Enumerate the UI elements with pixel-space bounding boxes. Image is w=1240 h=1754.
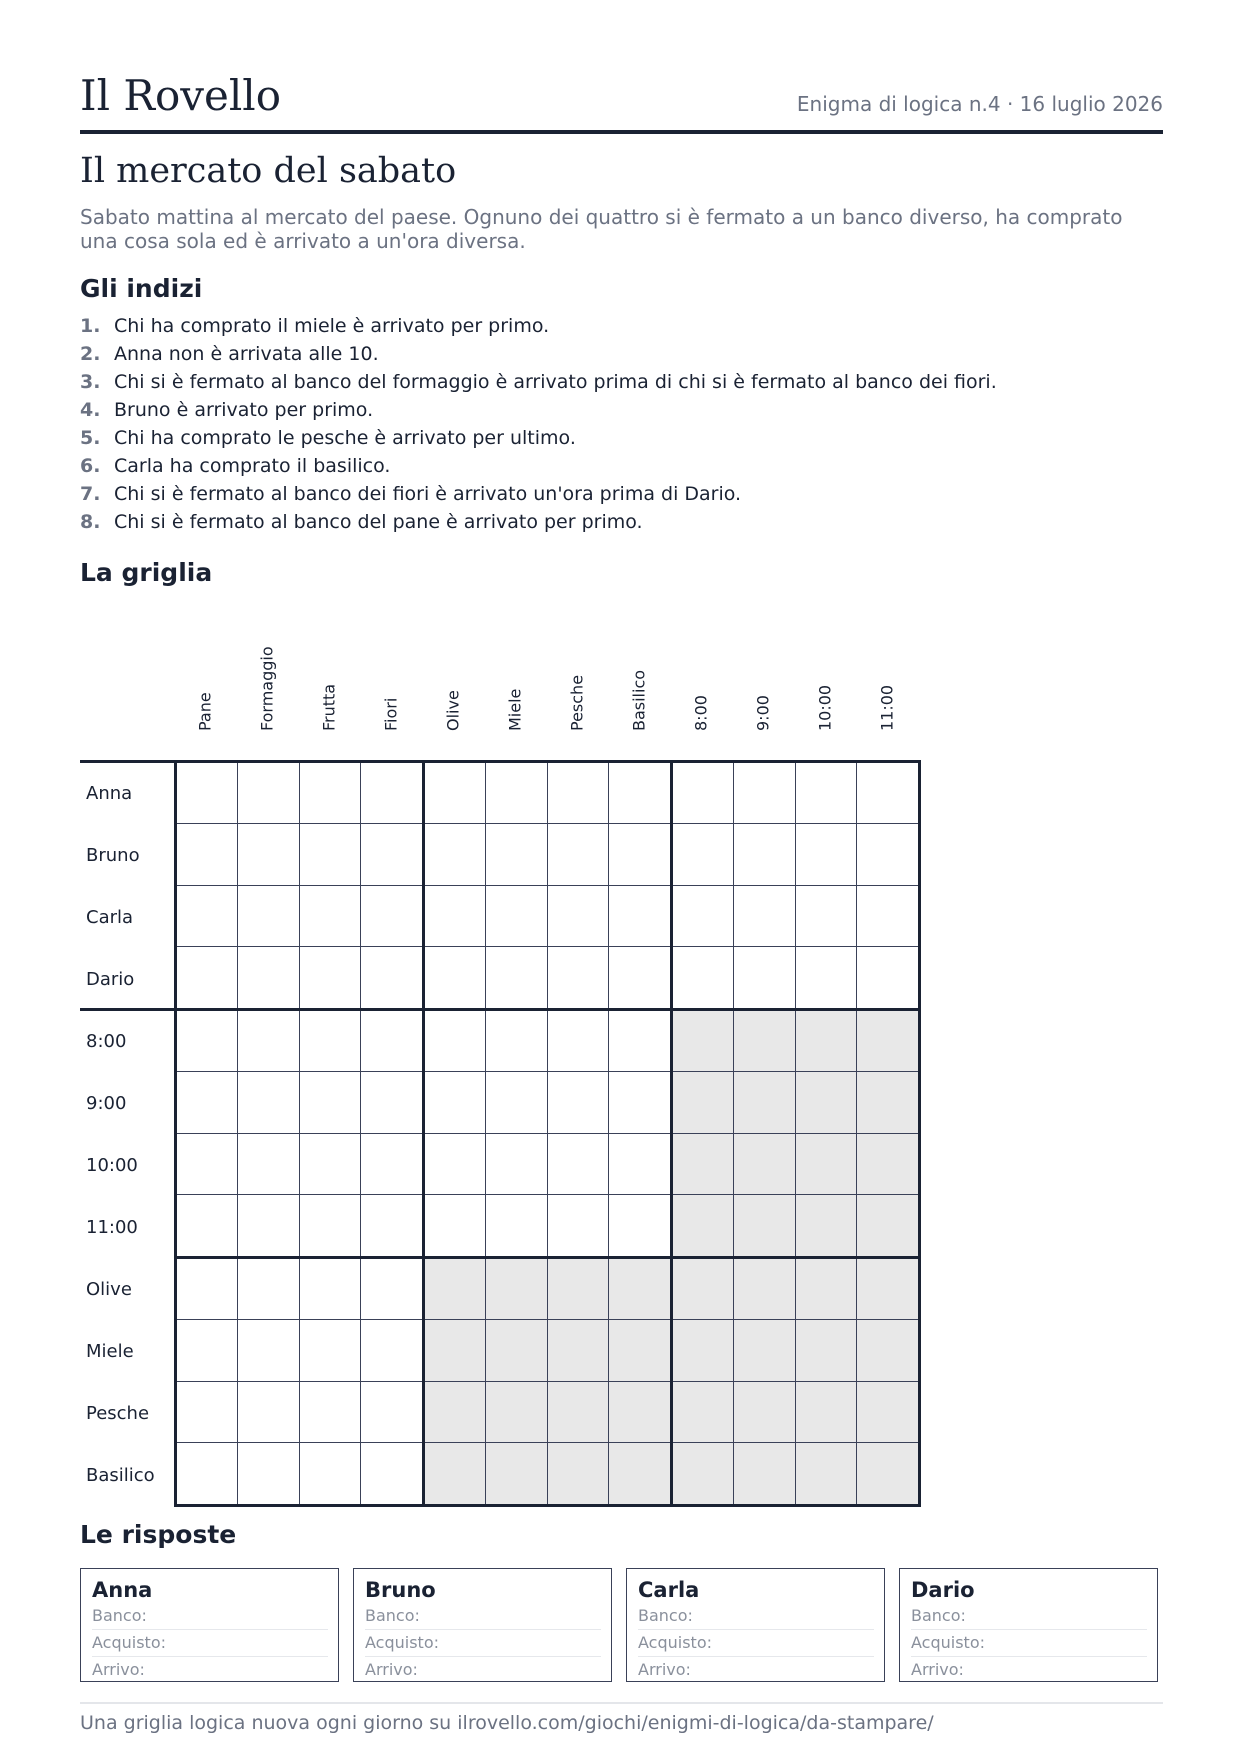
grid-cell <box>734 1320 795 1381</box>
grid-column-header <box>360 640 422 750</box>
grid-column-header <box>732 640 794 750</box>
grid-cell[interactable] <box>673 947 734 1008</box>
grid-cell[interactable] <box>177 1259 238 1320</box>
grid-cell[interactable] <box>734 886 795 947</box>
clue-text: Chi ha comprato il miele è arrivato per primo. <box>114 315 550 337</box>
grid-cell <box>673 1011 734 1072</box>
grid-column-label: 10:00 <box>815 684 835 731</box>
grid-cell <box>609 1382 670 1443</box>
grid-cell <box>734 1259 795 1320</box>
grid-cell[interactable] <box>609 1195 670 1256</box>
grid-cell[interactable] <box>857 947 918 1008</box>
grid-cell[interactable] <box>361 1134 422 1195</box>
grid-cell[interactable] <box>177 1320 238 1381</box>
grid-block <box>174 1256 425 1507</box>
grid-cell[interactable] <box>361 1259 422 1320</box>
grid-cell[interactable] <box>361 1443 422 1504</box>
grid-column-label: Basilico <box>629 669 649 731</box>
grid-cell <box>425 1382 486 1443</box>
grid-cell[interactable] <box>300 824 361 885</box>
grid-cell[interactable] <box>857 824 918 885</box>
grid-cell <box>734 1195 795 1256</box>
grid-cell[interactable] <box>486 1072 547 1133</box>
grid-cell[interactable] <box>238 1072 299 1133</box>
grid-column-label: 9:00 <box>753 695 773 731</box>
grid-cell <box>796 1259 857 1320</box>
grid-column-label: Formaggio <box>257 646 277 731</box>
answer-card <box>899 1568 1158 1682</box>
answer-stall-field[interactable]: Banco: <box>638 1603 874 1630</box>
answer-person: Bruno <box>365 1578 436 1602</box>
clue-list <box>80 312 997 536</box>
grid-block <box>422 1008 673 1259</box>
issue-info: Enigma di logica n.4 · 16 luglio 2026 <box>796 92 1163 116</box>
clue-item <box>80 396 997 424</box>
clue-text: Bruno è arrivato per primo. <box>114 399 374 421</box>
clue-number: 5. <box>80 427 101 449</box>
grid-cell[interactable] <box>796 824 857 885</box>
answer-arrival-field[interactable]: Arrivo: <box>638 1660 691 1679</box>
clue-text: Anna non è arrivata alle 10. <box>114 343 379 365</box>
grid-cell[interactable] <box>238 1134 299 1195</box>
grid-cell <box>609 1320 670 1381</box>
grid-cell[interactable] <box>857 886 918 947</box>
clue-text: Chi ha comprato le pesche è arrivato per ultimo. <box>114 427 576 449</box>
grid-row-header: 10:00 <box>86 1154 138 1176</box>
grid-cell[interactable] <box>300 1195 361 1256</box>
grid-cell[interactable] <box>177 1072 238 1133</box>
grid-cell <box>734 1072 795 1133</box>
grid-cell <box>857 1259 918 1320</box>
grid-cell[interactable] <box>548 1011 609 1072</box>
grid-row-header: Bruno <box>86 844 140 866</box>
clue-item <box>80 480 997 508</box>
grid-cell[interactable] <box>486 763 547 824</box>
clue-text: Chi si è fermato al banco del pane è arrivato per primo. <box>114 511 643 533</box>
grid-cell <box>425 1320 486 1381</box>
grid-cell[interactable] <box>425 1195 486 1256</box>
grid-cell <box>734 1443 795 1504</box>
clue-item <box>80 368 997 396</box>
grid-cell[interactable] <box>361 1072 422 1133</box>
grid-cell[interactable] <box>361 824 422 885</box>
grid-cell[interactable] <box>238 1195 299 1256</box>
answer-stall-field[interactable]: Banco: <box>365 1603 601 1630</box>
grid-cell[interactable] <box>177 1195 238 1256</box>
grid-cell[interactable] <box>238 1443 299 1504</box>
answer-purchase-field[interactable]: Acquisto: <box>92 1630 328 1657</box>
grid-cell[interactable] <box>486 886 547 947</box>
grid-row-header: Dario <box>86 968 135 990</box>
grid-cell[interactable] <box>609 947 670 1008</box>
answer-arrival-field[interactable]: Arrivo: <box>365 1660 418 1679</box>
grid-cell[interactable] <box>486 1195 547 1256</box>
grid-cell <box>548 1320 609 1381</box>
grid-cell <box>548 1443 609 1504</box>
grid-cell[interactable] <box>548 1195 609 1256</box>
grid-cell <box>673 1134 734 1195</box>
grid-cell <box>796 1443 857 1504</box>
grid-row-header: Basilico <box>86 1464 155 1486</box>
grid-cell[interactable] <box>734 824 795 885</box>
grid-cell[interactable] <box>300 1134 361 1195</box>
grid-row-header: 11:00 <box>86 1216 138 1238</box>
grid-cell <box>673 1320 734 1381</box>
grid-column-header <box>608 640 670 750</box>
grid-cell <box>857 1011 918 1072</box>
grid-cell[interactable] <box>300 1443 361 1504</box>
grid-cell[interactable] <box>300 1011 361 1072</box>
grid-cell <box>796 1072 857 1133</box>
grid-cell <box>796 1195 857 1256</box>
clue-item <box>80 312 997 340</box>
grid-column-label: Miele <box>505 688 525 731</box>
grid-block <box>670 1008 921 1259</box>
answer-purchase-field[interactable]: Acquisto: <box>365 1630 601 1657</box>
footer-note: Una griglia logica nuova ogni giorno su ilrovello.com/giochi/enigmi-di-logica/da-stampare/ <box>80 1712 934 1734</box>
grid-row-header: Carla <box>86 906 134 928</box>
grid-cell <box>673 1259 734 1320</box>
grid-cell <box>857 1134 918 1195</box>
grid-block <box>174 1008 425 1259</box>
grid-cell[interactable] <box>177 886 238 947</box>
grid-row-header: Miele <box>86 1340 134 1362</box>
puzzle-intro: Sabato mattina al mercato del paese. Ognuno dei quattro si è fermato a un banco diverso, ha comprato una cosa sola ed è arrivato a un'ora diversa. <box>80 205 1123 253</box>
grid-cell[interactable] <box>238 763 299 824</box>
grid-cell[interactable] <box>177 1382 238 1443</box>
grid-cell[interactable] <box>177 1011 238 1072</box>
grid-column-label: Frutta <box>319 683 339 731</box>
answer-card <box>80 1568 339 1682</box>
grid-cell[interactable] <box>177 1443 238 1504</box>
answer-arrival-field[interactable]: Arrivo: <box>92 1660 145 1679</box>
grid-cell <box>673 1072 734 1133</box>
grid-cell <box>486 1320 547 1381</box>
answer-person: Dario <box>911 1578 975 1602</box>
grid-cell[interactable] <box>609 886 670 947</box>
grid-cell[interactable] <box>486 1011 547 1072</box>
grid-cell <box>796 1320 857 1381</box>
grid-cell[interactable] <box>300 763 361 824</box>
grid-cell[interactable] <box>425 763 486 824</box>
grid-cell <box>609 1259 670 1320</box>
grid-cell[interactable] <box>486 947 547 1008</box>
grid-cell <box>857 1443 918 1504</box>
grid-cell[interactable] <box>300 1320 361 1381</box>
grid-heading: La griglia <box>80 558 213 587</box>
grid-cell <box>609 1443 670 1504</box>
grid-cell[interactable] <box>238 1011 299 1072</box>
grid-cell[interactable] <box>425 947 486 1008</box>
answer-person: Anna <box>92 1578 153 1602</box>
grid-cell[interactable] <box>609 1134 670 1195</box>
grid-cell[interactable] <box>177 1134 238 1195</box>
grid-column-label: Pesche <box>567 674 587 731</box>
grid-cell[interactable] <box>609 1072 670 1133</box>
grid-block <box>670 760 921 1011</box>
grid-cell[interactable] <box>548 763 609 824</box>
brand-title: Il Rovello <box>80 71 282 120</box>
grid-cell[interactable] <box>796 886 857 947</box>
grid-column-header <box>174 640 236 750</box>
grid-cell[interactable] <box>548 1134 609 1195</box>
grid-cell[interactable] <box>486 824 547 885</box>
grid-cell[interactable] <box>300 1072 361 1133</box>
grid-column-label: 11:00 <box>877 684 897 731</box>
answer-card <box>353 1568 612 1682</box>
footer-divider <box>80 1702 1163 1704</box>
grid-cell <box>734 1011 795 1072</box>
answer-purchase-field[interactable]: Acquisto: <box>911 1630 1147 1657</box>
answer-person: Carla <box>638 1578 700 1602</box>
grid-cell[interactable] <box>238 1259 299 1320</box>
grid-column-header <box>236 640 298 750</box>
grid-cell[interactable] <box>238 1320 299 1381</box>
grid-cell <box>673 1443 734 1504</box>
grid-cell[interactable] <box>238 886 299 947</box>
clue-number: 4. <box>80 399 101 421</box>
clue-number: 6. <box>80 455 101 477</box>
answer-stall-field[interactable]: Banco: <box>911 1603 1147 1630</box>
grid-cell[interactable] <box>361 1195 422 1256</box>
grid-cell[interactable] <box>361 763 422 824</box>
grid-cell[interactable] <box>548 947 609 1008</box>
grid-cell[interactable] <box>796 763 857 824</box>
grid-cell[interactable] <box>425 1072 486 1133</box>
grid-column-label: Olive <box>443 690 463 731</box>
grid-cell[interactable] <box>548 1072 609 1133</box>
grid-row-header: Pesche <box>86 1402 150 1424</box>
grid-cell[interactable] <box>857 763 918 824</box>
grid-block <box>422 1256 673 1507</box>
answer-purchase-field[interactable]: Acquisto: <box>638 1630 874 1657</box>
grid-cell <box>548 1382 609 1443</box>
answer-arrival-field[interactable]: Arrivo: <box>911 1660 964 1679</box>
grid-cell[interactable] <box>609 1011 670 1072</box>
grid-cell <box>857 1320 918 1381</box>
grid-cell[interactable] <box>361 947 422 1008</box>
grid-cell[interactable] <box>177 763 238 824</box>
grid-cell <box>425 1443 486 1504</box>
clue-item <box>80 508 997 536</box>
grid-cell <box>486 1259 547 1320</box>
grid-column-header <box>484 640 546 750</box>
grid-column-header <box>546 640 608 750</box>
grid-cell <box>734 1382 795 1443</box>
grid-column-label: Pane <box>195 692 215 731</box>
grid-column-header <box>670 640 732 750</box>
clue-number: 3. <box>80 371 101 393</box>
clue-item <box>80 452 997 480</box>
grid-cell[interactable] <box>486 1134 547 1195</box>
grid-cell[interactable] <box>609 824 670 885</box>
grid-row-header: Olive <box>86 1278 132 1300</box>
grid-column-header <box>794 640 856 750</box>
grid-column-header <box>422 640 484 750</box>
grid-cell[interactable] <box>548 824 609 885</box>
grid-column-header <box>856 640 918 750</box>
grid-cell <box>796 1011 857 1072</box>
grid-cell[interactable] <box>300 886 361 947</box>
grid-cell[interactable] <box>609 763 670 824</box>
grid-cell[interactable] <box>361 1011 422 1072</box>
grid-cell[interactable] <box>425 824 486 885</box>
grid-cell <box>486 1443 547 1504</box>
grid-cell[interactable] <box>425 886 486 947</box>
grid-cell <box>857 1072 918 1133</box>
answers-heading: Le risposte <box>80 1520 237 1549</box>
grid-column-label: Fiori <box>381 697 401 731</box>
grid-cell <box>796 1382 857 1443</box>
grid-cell <box>486 1382 547 1443</box>
clue-number: 7. <box>80 483 101 505</box>
grid-cell <box>548 1259 609 1320</box>
grid-cell <box>796 1134 857 1195</box>
grid-cell[interactable] <box>425 1134 486 1195</box>
answer-stall-field[interactable]: Banco: <box>92 1603 328 1630</box>
grid-cell[interactable] <box>673 763 734 824</box>
grid-cell <box>734 1134 795 1195</box>
clue-text: Chi si è fermato al banco dei fiori è arrivato un'ora prima di Dario. <box>114 483 742 505</box>
grid-cell[interactable] <box>177 824 238 885</box>
clue-number: 2. <box>80 343 101 365</box>
grid-row-header: Anna <box>86 782 133 804</box>
grid-cell[interactable] <box>361 1320 422 1381</box>
clue-item <box>80 340 997 368</box>
grid-row-header: 8:00 <box>86 1030 127 1052</box>
grid-cell[interactable] <box>361 1382 422 1443</box>
grid-cell[interactable] <box>796 947 857 1008</box>
grid-cell[interactable] <box>300 1382 361 1443</box>
clue-item <box>80 424 997 452</box>
grid-cell[interactable] <box>238 1382 299 1443</box>
grid-cell[interactable] <box>425 1011 486 1072</box>
grid-row-header: 9:00 <box>86 1092 127 1114</box>
grid-cell[interactable] <box>238 824 299 885</box>
masthead <box>80 70 1163 134</box>
grid-cell[interactable] <box>673 886 734 947</box>
grid-column-header <box>298 640 360 750</box>
grid-cell <box>673 1382 734 1443</box>
grid-block <box>422 760 673 1011</box>
grid-cell[interactable] <box>238 947 299 1008</box>
grid-column-label: 8:00 <box>691 695 711 731</box>
puzzle-title: Il mercato del sabato <box>80 151 457 191</box>
clue-number: 8. <box>80 511 101 533</box>
grid-cell[interactable] <box>177 947 238 1008</box>
clue-text: Carla ha comprato il basilico. <box>114 455 391 477</box>
clues-heading: Gli indizi <box>80 274 203 303</box>
clue-text: Chi si è fermato al banco del formaggio è arrivato prima di chi si è fermato al banco dei fiori. <box>114 371 997 393</box>
grid-cell[interactable] <box>548 886 609 947</box>
grid-cell[interactable] <box>300 1259 361 1320</box>
grid-block <box>670 1256 921 1507</box>
grid-cell <box>425 1259 486 1320</box>
grid-cell <box>673 1195 734 1256</box>
answer-card <box>626 1568 885 1682</box>
grid-block <box>174 760 425 1011</box>
grid-cell[interactable] <box>734 763 795 824</box>
clue-number: 1. <box>80 315 101 337</box>
grid-cell <box>857 1195 918 1256</box>
grid-cell <box>857 1382 918 1443</box>
grid-cell[interactable] <box>734 947 795 1008</box>
grid-cell[interactable] <box>361 886 422 947</box>
grid-cell[interactable] <box>673 824 734 885</box>
grid-cell[interactable] <box>300 947 361 1008</box>
